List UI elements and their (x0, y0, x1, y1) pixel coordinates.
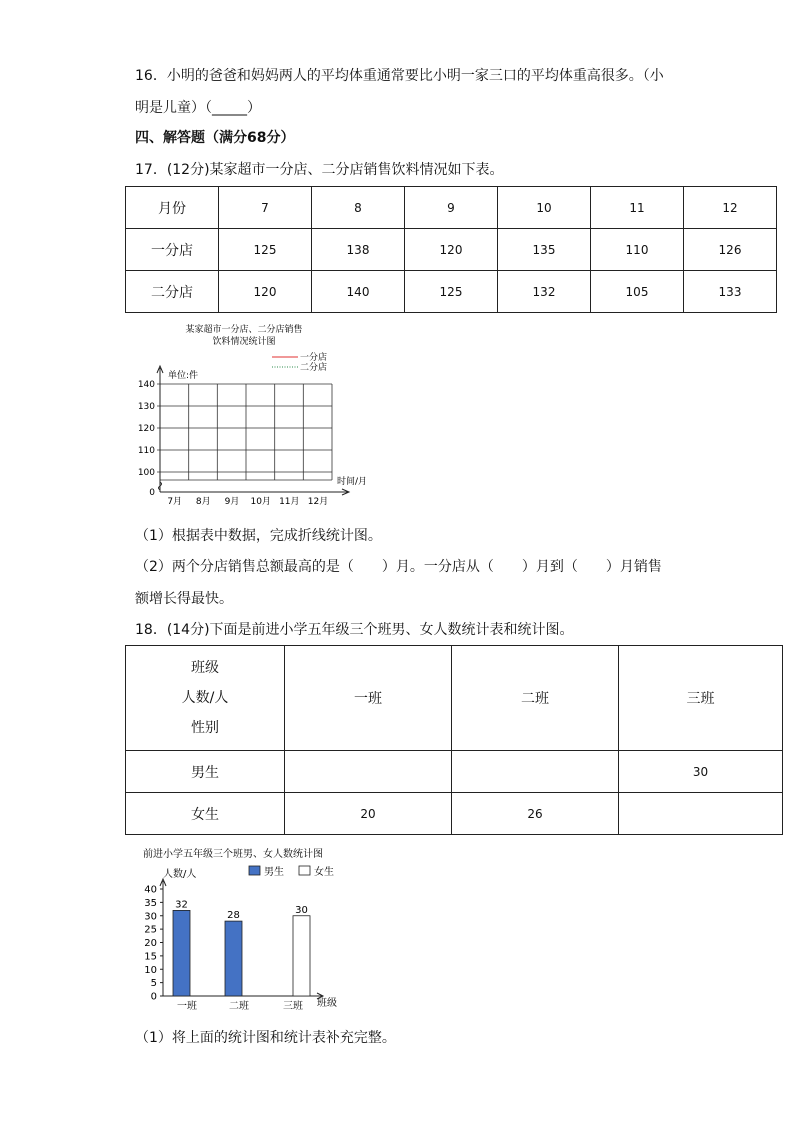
q17-header-row (126, 187, 777, 229)
q17-row-branch1 (126, 229, 777, 271)
q17-intro: 17．(12分)某家超市一分店、二分店销售饮料情况如下表。 (135, 162, 504, 178)
bar-y-tick-label: 35 (144, 897, 157, 909)
q17-row-label: 一分店 (126, 229, 219, 271)
q17-header-cell: 12 (684, 187, 777, 229)
q18-class-header: 一班 (285, 646, 452, 751)
q17-cell: 126 (684, 229, 777, 271)
q17-row-branch2 (126, 271, 777, 313)
q17-cell: 110 (591, 229, 684, 271)
q17-header-cell: 月份 (126, 187, 219, 229)
corner-label-class: 班级 (191, 660, 219, 676)
q18-table (125, 645, 783, 835)
bar-category-label: 二班 (229, 1001, 249, 1012)
bar (225, 921, 242, 996)
bar-y-tick-label: 20 (144, 938, 157, 949)
q18-row-boys (126, 751, 783, 793)
bar (173, 910, 190, 996)
q17-cell: 135 (498, 229, 591, 271)
q16-line2: 明是儿童）（_____） (135, 100, 261, 116)
q17-cell: 140 (312, 271, 405, 313)
y-tick-label: 140 (137, 380, 155, 390)
q18-cell (619, 793, 783, 835)
y-tick-label: 120 (137, 424, 155, 434)
x-tick-label: 10月 (250, 497, 271, 507)
q17-header-cell: 11 (591, 187, 684, 229)
bar-y-tick-label: 25 (144, 924, 157, 936)
bar (293, 916, 310, 996)
q18-row-girls (126, 793, 783, 835)
bar-y-tick-label: 30 (144, 911, 157, 923)
q17-line-chart (130, 318, 390, 510)
x-axis-label: 时间/月 (337, 477, 368, 487)
bar-y-tick-label: 0 (150, 991, 157, 1003)
q18-bar-chart (135, 843, 355, 1013)
q17-sub1: （1）根据表中数据，完成折线统计图。 (135, 528, 382, 544)
x-tick-label: 7月 (167, 497, 183, 507)
q16-line1: 16．小明的爸爸和妈妈两人的平均体重通常要比小明一家三口的平均体重高很多。（小 (135, 68, 664, 84)
corner-label-count: 人数/人 (181, 690, 229, 706)
legend-label-branch2: 二分店 (300, 363, 328, 373)
q17-cell: 133 (684, 271, 777, 313)
q18-class-header: 三班 (619, 646, 783, 751)
q17-cell: 120 (219, 271, 312, 313)
q17-table (125, 186, 777, 313)
q18-intro: 18．(14分)下面是前进小学五年级三个班男、女人数统计表和统计图。 (135, 622, 574, 638)
bar-y-tick-label: 10 (144, 964, 157, 976)
q17-cell: 120 (405, 229, 498, 271)
bar-value-label: 30 (295, 904, 308, 916)
y-axis-label: 单位:件 (168, 371, 199, 381)
q17-cell: 105 (591, 271, 684, 313)
corner-label-gender: 性别 (191, 720, 219, 736)
q17-header-cell: 10 (498, 187, 591, 229)
legend-label-branch1: 一分店 (300, 353, 328, 363)
bar-y-tick-label: 5 (150, 978, 157, 990)
x-tick-label: 9月 (224, 497, 240, 507)
x-tick-label: 11月 (279, 497, 300, 507)
bar-x-axis-label: 班级 (317, 998, 337, 1009)
bar-chart-title: 前进小学五年级三个班男、女人数统计图 (143, 849, 323, 860)
x-tick-label: 12月 (307, 497, 329, 507)
q17-sub2-line1: （2）两个分店销售总额最高的是（ ）月。一分店从（ ）月到（ ）月销售 (135, 559, 662, 575)
q18-row-label: 女生 (126, 793, 285, 835)
q18-cell (452, 751, 619, 793)
x-tick-label: 8月 (195, 497, 211, 507)
q18-sub1: （1）将上面的统计图和统计表补充完整。 (135, 1030, 396, 1046)
q17-header-cell: 7 (219, 187, 312, 229)
q17-cell: 138 (312, 229, 405, 271)
bar-y-tick-label: 15 (144, 951, 157, 963)
legend-label-boys: 男生 (264, 867, 284, 878)
bar-y-axis-label: 人数/人 (163, 869, 197, 880)
bar-chart-body (144, 879, 323, 1012)
q18-header-row (126, 646, 783, 751)
chart-title-line1: 某家超市一分店、二分店销售 (185, 325, 303, 335)
legend-label-girls: 女生 (314, 867, 334, 878)
legend-swatch-girls (299, 866, 310, 875)
q18-corner-cell (126, 646, 285, 751)
q18-cell: 30 (619, 751, 783, 793)
section-title: 四、解答题（满分68分） (135, 130, 295, 146)
bar-y-tick-label: 40 (144, 884, 157, 896)
bar-value-label: 28 (227, 910, 240, 922)
q17-row-label: 二分店 (126, 271, 219, 313)
y-tick-label: 100 (137, 468, 155, 478)
q17-header-cell: 8 (312, 187, 405, 229)
y-tick-label: 0 (149, 488, 155, 498)
bar-category-label: 一班 (177, 1001, 197, 1012)
q17-header-cell: 9 (405, 187, 498, 229)
q17-cell: 125 (219, 229, 312, 271)
y-tick-label: 110 (137, 446, 155, 456)
q17-cell: 132 (498, 271, 591, 313)
chart-title-line2: 饮料情况统计图 (212, 337, 276, 347)
legend-swatch-boys (249, 866, 260, 875)
q17-sub2-line2: 额增长得最快。 (135, 591, 233, 607)
y-tick-label: 130 (137, 402, 155, 412)
q18-class-header: 二班 (452, 646, 619, 751)
bar-category-label: 三班 (283, 1001, 303, 1012)
q18-row-label: 男生 (126, 751, 285, 793)
q17-cell: 125 (405, 271, 498, 313)
bar-value-label: 32 (175, 899, 188, 911)
line-chart-grid (138, 366, 349, 507)
q18-cell (285, 751, 452, 793)
q18-cell: 20 (285, 793, 452, 835)
q18-cell: 26 (452, 793, 619, 835)
